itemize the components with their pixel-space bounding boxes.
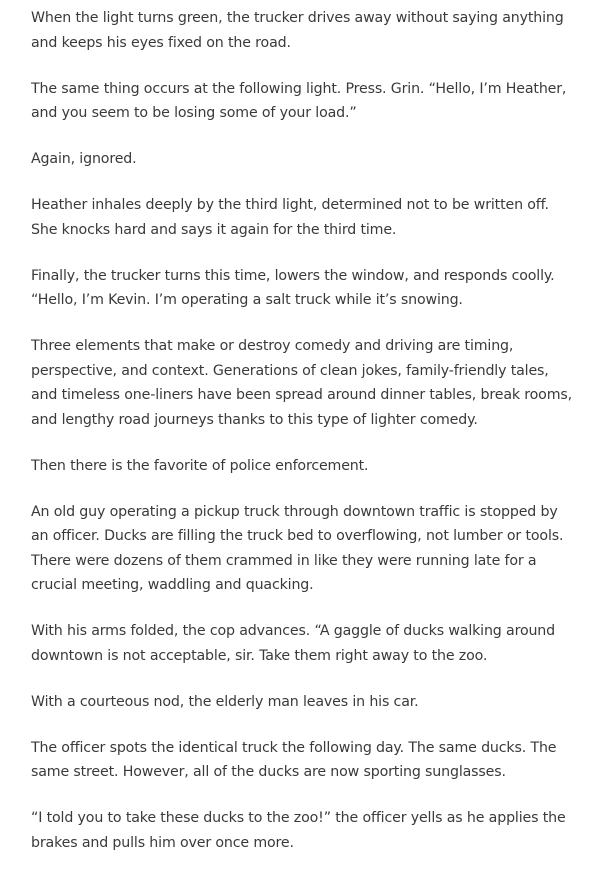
paragraph: With a courteous nod, the elderly man leaves in his car. [31, 693, 419, 710]
paragraph: The officer spots the identical truck the following day. The same ducks. The same street. However, all of the ducks are now sporting sunglasses. [31, 739, 557, 780]
paragraph: The same thing occurs at the following light. Press. Grin. “Hello, I’m Heather, and you seem to be losing some of your load.” [31, 80, 567, 121]
paragraph: Heather inhales deeply by the third light, determined not to be written off. She knocks hard and says it again for the third time. [31, 197, 549, 238]
paragraph: With his arms folded, the cop advances. “A gaggle of ducks walking around downtown is not acceptable, sir. Take them right away to the zoo. [31, 623, 556, 664]
paragraph: Again, ignored. [31, 151, 137, 167]
paragraph: Three elements that make or destroy comedy and driving are timing, perspective, and context. Generations of clean jokes, family-friendly tales, and timeless one-liners have been spread around dinner tables, break rooms, and lengthy road journeys thanks to this type of lighter comedy. [31, 338, 572, 428]
paragraph: Finally, the trucker turns this time, lowers the window, and responds coolly. “Hello, I’m Kevin. I’m operating a salt truck while it’s snowing. [31, 267, 555, 308]
article-body [31, 6, 579, 877]
paragraph: “I told you to take these ducks to the zoo!” the officer yells as he applies the brakes and pulls him over once more. [31, 810, 566, 851]
paragraph: An old guy operating a pickup truck through downtown traffic is stopped by an officer. Ducks are filling the truck bed to overflowing, not lumber or tools. There were dozens of them crammed in like they were running late for a crucial meeting, waddling and quacking. [31, 503, 564, 593]
paragraph: When the light turns green, the trucker drives away without saying anything and keeps his eyes fixed on the road. [31, 10, 564, 51]
paragraph: Then there is the favorite of police enforcement. [31, 457, 369, 474]
